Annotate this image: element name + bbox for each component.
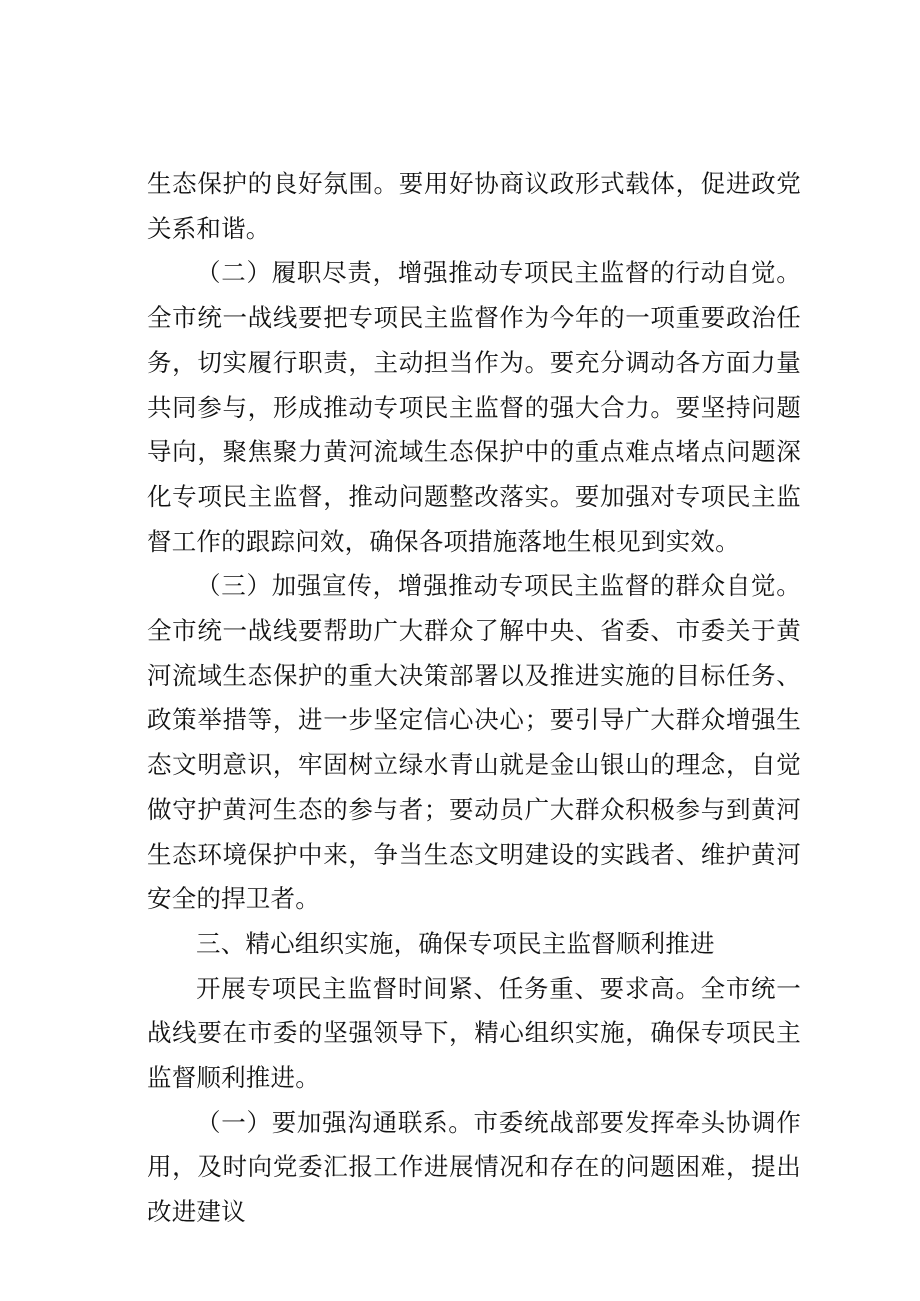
paragraph-continuation: 生态保护的良好氛围。要用好协商议政形式载体，促进政党关系和谐。 [147, 169, 801, 243]
document-body [147, 162, 801, 1235]
section-heading-3: 三、精心组织实施，确保专项民主监督顺利推进 [196, 928, 715, 958]
paragraph-intro: 开展专项民主监督时间紧、任务重、要求高。全市统一战线要在市委的坚强领导下，精心组织实施，确保专项民主监督顺利推进。 [147, 973, 801, 1093]
paragraph-subsection-1: （一）要加强沟通联系。市委统战部要发挥牵头协调作用，及时向党委汇报工作进展情况和存在的问题困难，提出改进建议 [147, 1107, 801, 1227]
paragraph-section-3: （三）加强宣传，增强推动专项民主监督的群众自觉。全市统一战线要帮助广大群众了解中央、省委、市委关于黄河流域生态保护的重大决策部署以及推进实施的目标任务、政策举措等，进一步坚定信心决心；要引导广大群众增强生态文明意识，牢固树立绿水青山就是金山银山的理念，自觉做守护黄河生态的参与者；要动员广大群众积极参与到黄河生态环境保护中来，争当生态文明建设的实践者、维护黄河安全的捍卫者。 [147, 571, 801, 914]
paragraph-section-2: （二）履职尽责，增强推动专项民主监督的行动自觉。全市统一战线要把专项民主监督作为今年的一项重要政治任务，切实履行职责，主动担当作为。要充分调动各方面力量共同参与，形成推动专项民主监督的强大合力。要坚持问题导向，聚焦聚力黄河流域生态保护中的重点难点堵点问题深化专项民主监督，推动问题整改落实。要加强对专项民主监督工作的跟踪问效，确保各项措施落地生根见到实效。 [147, 258, 801, 556]
